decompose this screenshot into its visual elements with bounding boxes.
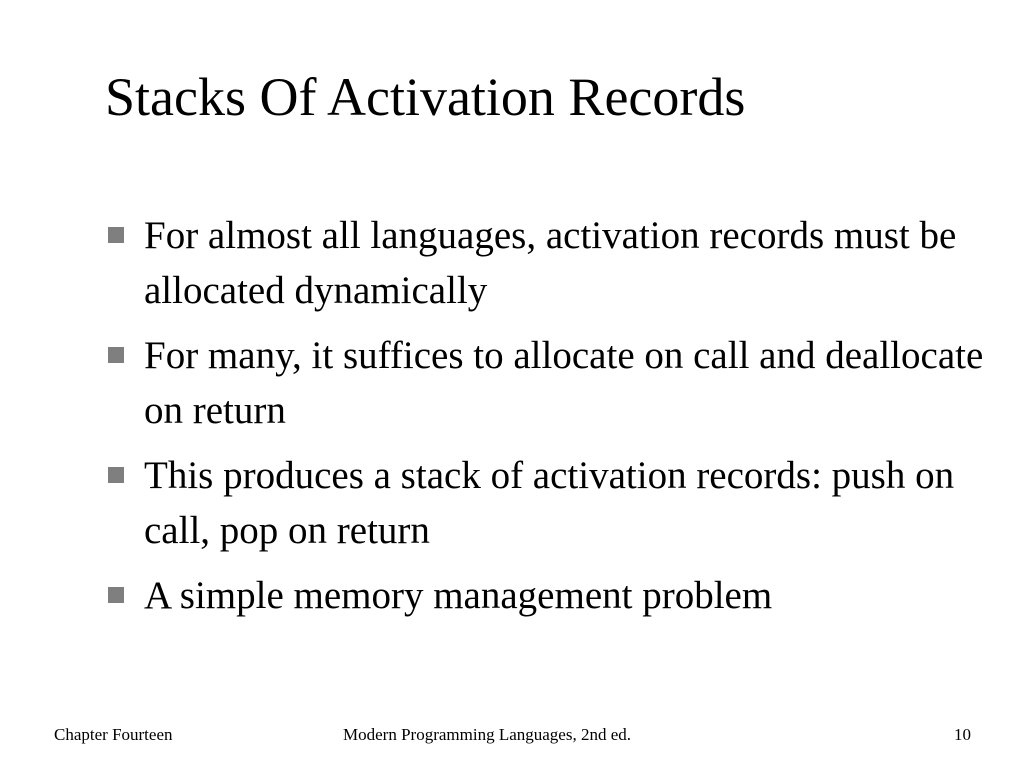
footer-page-number: 10 <box>954 725 971 744</box>
bullet-item <box>108 208 988 318</box>
bullet-list <box>108 208 988 633</box>
bullet-text: This produces a stack of activation records: push on call, pop on return <box>144 454 955 552</box>
square-bullet-icon <box>108 347 124 363</box>
footer-book-title: Modern Programming Languages, 2nd ed. <box>343 725 631 744</box>
slide-title: Stacks Of Activation Records <box>105 67 746 127</box>
bullet-text: For almost all languages, activation records must be allocated dynamically <box>144 214 957 312</box>
footer-chapter: Chapter Fourteen <box>54 725 173 744</box>
square-bullet-icon <box>108 467 124 483</box>
bullet-item <box>108 328 988 438</box>
bullet-item <box>108 448 988 558</box>
bullet-text: A simple memory management problem <box>144 574 773 617</box>
square-bullet-icon <box>108 227 124 243</box>
bullet-text: For many, it suffices to allocate on call and deallocate on return <box>144 334 984 432</box>
bullet-item <box>108 568 988 623</box>
square-bullet-icon <box>108 587 124 603</box>
